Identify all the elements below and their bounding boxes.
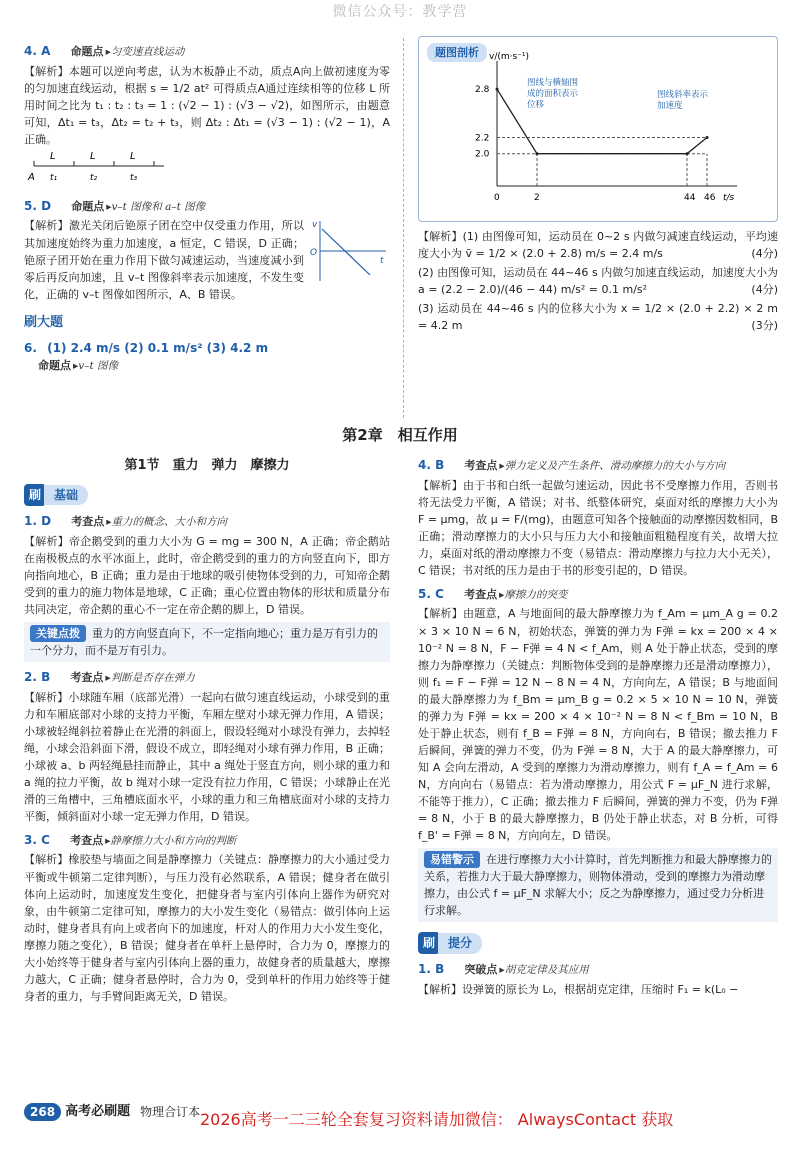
kp-text: ▸匀变速直线运动 <box>105 46 185 58</box>
q5-analysis: 【解析】激光关闭后铯原子团在空中仅受重力作用，所以其加速度始终为重力加速度，a 恒定，C 错误，D 正确；铯原子团开始在重力作用下做匀减速运动，当速度减小到零后再反向加速，且 v–t 图像斜率表示加速度，不发生变化，正确的 v–t 图像如图所示，A、B 错误。 <box>24 219 304 301</box>
ll-q1-number: 1. D <box>24 514 52 528</box>
kp-label: 命题点 <box>70 45 104 58</box>
data-point <box>706 136 709 139</box>
kp-text: ▸判断是否存在弹力 <box>105 671 195 684</box>
rt-p1-score: (4分) <box>751 247 778 261</box>
rl-q1-analysis: 【解析】设弹簧的原长为 L₀，根据胡克定律，压缩时 F₁ = k(L₀ − <box>418 982 739 996</box>
rt-p3-text: (3) 运动员在 44~46 s 内的位移大小为 x = 1/2 × (2.0 + 2.2) × 2 m = 4.2 m <box>418 302 778 333</box>
pill-mark: 刷 <box>418 932 440 954</box>
promo-banner: 2026高考一二三轮全套复习资料请加微信： AlwaysContact 获取 <box>200 1110 674 1129</box>
vt-label-v: v <box>312 220 318 231</box>
data-point <box>536 152 539 155</box>
ll-q3-heading <box>24 831 390 850</box>
fig-label-t3: t₃ <box>130 172 138 183</box>
kp-label: 考查点 <box>464 459 498 472</box>
q6-answers: (1) 2.4 m/s (2) 0.1 m/s² (3) 4.2 m <box>47 340 269 355</box>
kp-text: ▸v–t 图像 <box>73 360 119 373</box>
rt-p3-score: (3分) <box>751 319 778 333</box>
kp-text: ▸重力的概念、大小和方向 <box>106 516 228 528</box>
fig-label-L2: L <box>90 150 96 162</box>
q5-heading <box>24 197 390 216</box>
ll-q3-analysis: 【解析】橡胶垫与墙面之间是静摩擦力（关键点：静摩擦力的大小通过受力平衡或牛顿第二定律判断），与压力没有必然联系，A 错误；健身者在做引体向上运动时，加速度发生变化，把健身者与室内引体向上器作为研究对象，由牛顿第二定律可知，摩擦力的大小发生变化（易错点：做引体向上运动时，健身者具有向上或者向下的加速度，杆对人的作用力大小发生变化，摩擦力随之变化），B 错误；健身者在单杆上悬停时，合力为 0，摩擦力的大小始终等于健身者与室内引体向上器的重力，故健身者的质量越大，摩擦力越大，C 正确；健身者悬停时，合力为 0，受到单杆的作用力始终等于健身者的重力，与手臂间距离无关，D 错误。 <box>24 853 390 1003</box>
y-axis-label: v/(m·s⁻¹) <box>489 52 530 62</box>
ll-q2-number: 2. B <box>24 669 51 684</box>
page-number: 268 <box>24 1103 61 1122</box>
data-point <box>686 152 689 155</box>
kp-label: 考查点 <box>70 833 104 847</box>
kp-label: 突破点 <box>464 963 498 977</box>
rt-p3 <box>418 300 778 334</box>
column-divider <box>403 38 404 418</box>
x-tick-label: 0 <box>494 193 500 203</box>
q4-analysis: 【解析】本题可以逆向考虑，认为木板静止不动，质点A向上做初速度为零的匀加速直线运动，根据 s = 1/2 at² 可得质点A通过连续相等的位移 L 所用时间之比为 t₁ : t₂ : t₃ = 1 : (√2 − 1) : (√3 − √2)，如图所示，由题意可知，Δt₁ = t₃，Δt₂ = t₂ + t₃，则 Δt₂ : Δt₁ = (√3 − 1) : (√2 − 1)，A 正确。 <box>24 64 390 146</box>
ll-q1-analysis: 【解析】帝企鹅受到的重力大小为 G = mg = 300 N，A 正确；帝企鹅站在南极极点的水平冰面上，此时，帝企鹅受到的重力的方向竖直向下，即方向指向地心，B 正确；重力是由于地球的吸引使物体受到的力，可知帝企鹅受到的重力的施力物体是地球，C 正确；重心位置由物体的形状和质量分布共同决定，帝企鹅的重心不一定在帝企鹅的脚上，D 错误。 <box>24 534 390 616</box>
kp-text: ▸摩擦力的突变 <box>499 588 568 601</box>
rt-p1 <box>418 228 778 262</box>
rt-p2-score: (4分) <box>751 283 778 297</box>
rl-q5-heading <box>418 585 778 604</box>
ll-q2-heading <box>24 668 390 687</box>
ll-q2-analysis: 【解析】小球随车厢（底部光滑）一起向右做匀速直线运动，小球受到的重力和车厢底部对小球的支持力平衡，车厢左壁对小球无弹力作用，A 错误；小球被轻绳斜拉着静止在光滑的斜面上，假设轻绳对小球没有弹力，去掉轻绳，小球会沿斜面下滑，假设不成立，即轻绳对小球有弹力作用，B 正确；小球被 a、b 两轻绳悬挂而静止，其中 a 绳处于竖直方向，则小球的重力和 a 绳的拉力平衡，故 b 绳对小球一定没有拉力作用，C 错误；小球静止在光滑的三角槽中，三角槽底面水平，小球的重力和三角槽底面对小球的支持力平衡，倾斜面对小球一定无弹力作用，D 错误。 <box>24 690 390 823</box>
rl-q4-analysis: 【解析】由于书和白纸一起做匀速运动，因此书不受摩擦力作用，否则书将无法受力平衡，A 错误；对书、纸整体研究，桌面对纸的摩擦力大小为 F = μmg，故 μ = F/(mg)，由题意可知各个接触面的动摩擦因数相同，B 正确；滑动摩擦力的大小只与压力大小和接触面粗糙程度有关，故增大拉力，桌面对纸的滑动摩擦力不变（易错点：滑动摩擦力与拉力大小无关），C 错误；书对纸的压力是由于书的形变引起的，D 错误。 <box>418 478 778 577</box>
right-top-column <box>418 36 778 336</box>
vt-label-t: t <box>380 256 384 267</box>
basic-pill <box>24 484 88 506</box>
fig-label-t1: t₁ <box>50 172 58 183</box>
kp-label: 考查点 <box>70 670 104 684</box>
pill-text: 提分 <box>438 933 482 954</box>
y-tick-label: 2.2 <box>475 133 490 144</box>
warning-box <box>418 848 778 922</box>
left-lower-column <box>24 478 390 1007</box>
rl-q1-number: 1. B <box>418 962 445 977</box>
kp-text: ▸弹力定义及产生条件、滑动摩擦力的大小与方向 <box>499 460 726 472</box>
q5-vt-figure <box>310 215 390 285</box>
x-tick-label: 2 <box>534 193 540 203</box>
ll-q3-number: 3. C <box>24 832 50 847</box>
panel-tag: 题图剖析 <box>427 43 487 62</box>
pill-text: 基础 <box>44 485 88 506</box>
q4-heading <box>24 42 390 61</box>
data-point <box>496 88 499 91</box>
x-axis-label: t/s <box>723 193 735 203</box>
kp-label: 考查点 <box>71 515 105 528</box>
y-tick-label: 2.8 <box>475 85 490 96</box>
key-badge: 关键点拨 <box>30 625 86 642</box>
rt-p2 <box>418 264 778 298</box>
rl-q5-analysis: 【解析】由题意，A 与地面间的最大静摩擦力为 f_Am = μm_A g = 0.2 × 3 × 10 N = 6 N，初始状态，弹簧的弹力为 F弹 = kx = 200 × 4 × 10⁻² N = 8 N，F − F弹 = 4 N < f_Am，则 A 处于静止状态，受到的摩擦力为静摩擦力（关键点：判断物体受到的是静摩擦力还是滑动摩擦力），则 f₁ = F − F弹 = 12 N − 8 N = 4 N，方向向左，A 错误；B 与地面间的最大静摩擦力为 f_Bm = μm_B g = 0.2 × 5 × 10 N = 10 N，弹簧的弹力为 F弹 = kx = 200 × 4 × 10⁻² N = 8 N < f_Bm = 10 N，B 处于静止状态，则有 f_B = F弹 = 8 N，方向向右，B 错误；撤去推力 F 后瞬间，弹簧的弹力不变，仍为 F弹 = 8 N，大于 A 的最大静摩擦力，可知 A 会向左滑动，A 受到的摩擦力为滑动摩擦力，则有 f_A = f_Am = 6 N，方向向右（易错点：若为滑动摩擦力，用公式 F = μF_N 进行求解，不能等于推力），C 正确；撤去推力 F 后瞬间，弹簧的弹力不变，仍为 F弹 = 8 N，小于 B 的最大静摩擦力，B 仍处于静止状态，对 B 分析，可得 f_B' = F弹 = 8 N，方向向左，D 错误。 <box>418 607 778 843</box>
q6-heading <box>24 339 390 358</box>
annotation-area-3: 位移 <box>527 100 545 110</box>
key-text: 重力的方向竖直向下，不一定指向地心；重力是万有引力的一个分力，而不是万有引力。 <box>30 626 378 657</box>
rl-q4-number: 4. B <box>418 458 445 472</box>
rt-p2-text: (2) 由图像可知，运动员在 44~46 s 内做匀加速直线运动，加速度大小为 a = (2.2 − 2.0)/(46 − 44) m/s² = 0.1 m/s² <box>418 266 778 297</box>
q5-number: 5. D <box>24 198 52 213</box>
pill-mark: 刷 <box>24 484 46 506</box>
fig-label-L3: L <box>130 150 136 162</box>
kp-label: 考查点 <box>464 587 498 601</box>
kp-text: ▸胡克定律及其应用 <box>499 964 589 977</box>
ll-q1-heading <box>24 512 390 531</box>
q6-number: 6. <box>24 340 37 355</box>
y-tick-label: 2.0 <box>475 149 490 160</box>
section-title: 第1节 重力 弹力 摩擦力 <box>124 458 290 473</box>
figure-analysis-panel <box>418 36 778 222</box>
annotation-area: 图线与横轴围 <box>527 78 579 88</box>
q4-number: 4. A <box>24 44 51 58</box>
page-footer <box>24 1102 200 1122</box>
watermark-header: 微信公众号：教学营 <box>332 4 468 20</box>
left-top-column <box>24 36 390 375</box>
rl-q1-heading <box>418 960 778 979</box>
fig-label-t2: t₂ <box>90 172 98 183</box>
rl-q4-heading <box>418 456 778 475</box>
kp-text: ▸v–t 图像和 a–t 图像 <box>106 200 206 213</box>
rl-q5-number: 5. C <box>418 586 444 601</box>
book-subtitle: 物理合订本 <box>140 1104 201 1119</box>
fig-label-L1: L <box>50 150 56 162</box>
annotation-slope-2: 加速度 <box>657 101 683 111</box>
fig-label-A: A <box>28 171 35 183</box>
chapter-title: 第2章 相互作用 <box>342 426 458 444</box>
vt-label-o: O <box>310 248 318 259</box>
advance-pill <box>418 932 482 954</box>
big-question-title: 刷大题 <box>24 314 64 330</box>
kp-label: 命题点 <box>38 359 71 373</box>
x-tick-label: 46 <box>704 193 716 203</box>
annotation-area-2: 成的面积表示 <box>527 89 579 99</box>
right-lower-column <box>418 456 778 1000</box>
x-tick-label: 44 <box>684 193 696 203</box>
rt-p1-text: 【解析】(1) 由图像可知，运动员在 0~2 s 内做匀减速直线运动，平均速度大小为 v̄ = 1/2 × (2.0 + 2.8) m/s = 2.4 m/s <box>418 230 778 261</box>
book-title: 高考必刷题 <box>65 1104 131 1119</box>
kp-label: 命题点 <box>71 199 105 213</box>
warn-badge: 易错警示 <box>424 851 480 868</box>
warn-text: 在进行摩擦力大小计算时，首先判断推力和最大静摩擦力的关系，若推力大于最大静摩擦力，则物体滑动，受到的摩擦力为滑动摩擦力，由公式 f = μF_N 求解大小；反之为静摩擦力，通过受力分析进行求解。 <box>424 853 772 918</box>
key-tip-box <box>24 622 390 662</box>
q4-segment-figure <box>24 150 174 186</box>
kp-text: ▸静摩擦力大小和方向的判断 <box>105 834 237 847</box>
annotation-slope: 图线斜率表示 <box>657 90 709 100</box>
